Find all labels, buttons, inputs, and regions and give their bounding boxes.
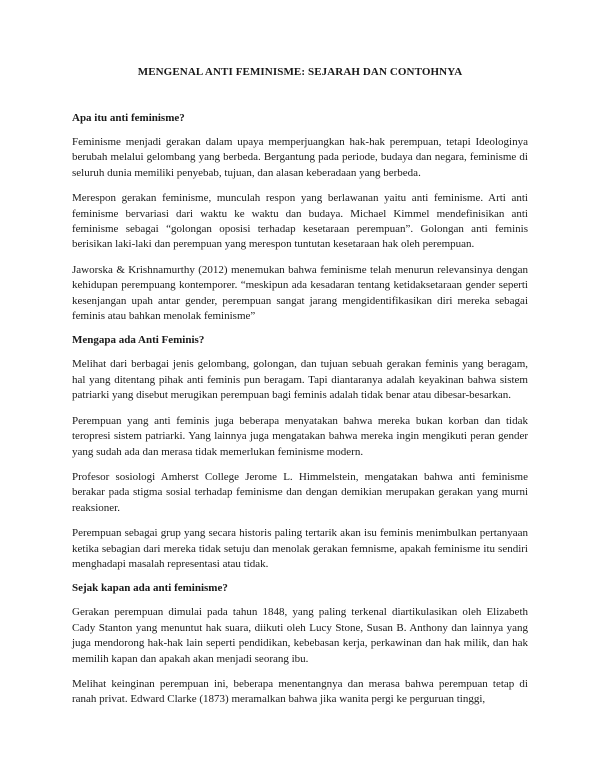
section-since-when: [72, 582, 528, 707]
paragraph: Melihat keinginan perempuan ini, beberapa menentangnya dan merasa bahwa perempuan tetap di ranah privat. Edward Clarke (1873) meramalkan bahwa jika wanita pergi ke perguruan tinggi,: [72, 677, 528, 706]
section-heading: Sejak kapan ada anti feminisme?: [72, 582, 228, 595]
paragraph: Perempuan sebagai grup yang secara historis paling tertarik akan isu feminis menimbulkan pertanyaan ketika sebagian dari mereka tidak setuju dan menolak gerakan femnisme, apakah feminisme itu sendiri menghadapi masalah representasi atau tidak.: [72, 527, 528, 570]
paragraph: Profesor sosiologi Amherst College Jerome L. Himmelstein, mengatakan bahwa anti feminisme berakar pada stigma sosial terhadap feminisme dan dengan demikian merupakan gerakan yang murni reaksioner.: [72, 470, 528, 514]
section-what-is-anti-feminism: [72, 112, 528, 324]
paragraph: Gerakan perempuan dimulai pada tahun 1848, yang paling terkenal diartikulasikan oleh Elizabeth Cady Stanton yang menuntut hak suara, diikuti oleh Lucy Stone, Susan B. Anthony dan lainnya yang juga mendorong hak-hak lain seperti pendidikan, kebebasan kerja, perkawinan dan hak milik, dan hak memilih kapan dan apakah akan menjadi seorang ibu.: [72, 606, 528, 665]
paragraph: Merespon gerakan feminisme, munculah respon yang berlawanan yaitu anti feminisme. Arti anti feminisme bervariasi dari waktu ke waktu dan budaya. Michael Kimmel mendefinisikan anti feminisme sebagai “golongan oposisi terhadap kesetaraan perempuan”. Golongan anti feminis berisikan laki-laki dan perempuan yang merespon tuntutan kesetaraan hak oleh perempuan.: [72, 192, 528, 251]
paragraph: Perempuan yang anti feminis juga beberapa menyatakan bahwa mereka bukan korban dan tidak teropresi sistem patriarki. Yang lainnya juga mengatakan bahwa mereka ingin mengikuti peran gender yang sudah ada dan merasa tidak memerlukan feminisme modern.: [72, 414, 528, 458]
section-heading: Apa itu anti feminisme?: [72, 112, 185, 124]
section-why-anti-feminist: [72, 334, 528, 572]
document-title: MENGENAL ANTI FEMINISME: SEJARAH DAN CONTOHNYA: [137, 66, 463, 78]
document-page: [72, 66, 528, 718]
paragraph: Feminisme menjadi gerakan dalam upaya memperjuangkan hak-hak perempuan, tetapi Ideologinya berubah melalui gelombang yang berbeda. Bergantung pada periode, budaya dan negara, feminisme di seluruh dunia memiliki penyebab, tujuan, dan alasan keberadaan yang berbeda.: [72, 136, 528, 179]
paragraph: Melihat dari berbagai jenis gelombang, golongan, dan tujuan sebuah gerakan feminis yang beragam, hal yang ditentang pihak anti feminis pun beragam. Tapi diantaranya adalah keyakinan bahwa sistem patriarki yang disebut merugikan perempuan bagi feminis adalah tidak benar atau dibesar-besarkan.: [72, 358, 528, 402]
section-heading: Mengapa ada Anti Feminis?: [72, 334, 205, 347]
paragraph: Jaworska & Krishnamurthy (2012) menemukan bahwa feminisme telah menurun relevansinya dengan kehidupan perempuang kontemporer. “meskipun ada kesadaran tentang ketidaksetaraan gender seperti kesenjangan upah antar gender, perempuan sangat jarang mengidentifikasikan diri mereka sebagai feminis atau bahkan menolak feminisme”: [72, 263, 528, 323]
